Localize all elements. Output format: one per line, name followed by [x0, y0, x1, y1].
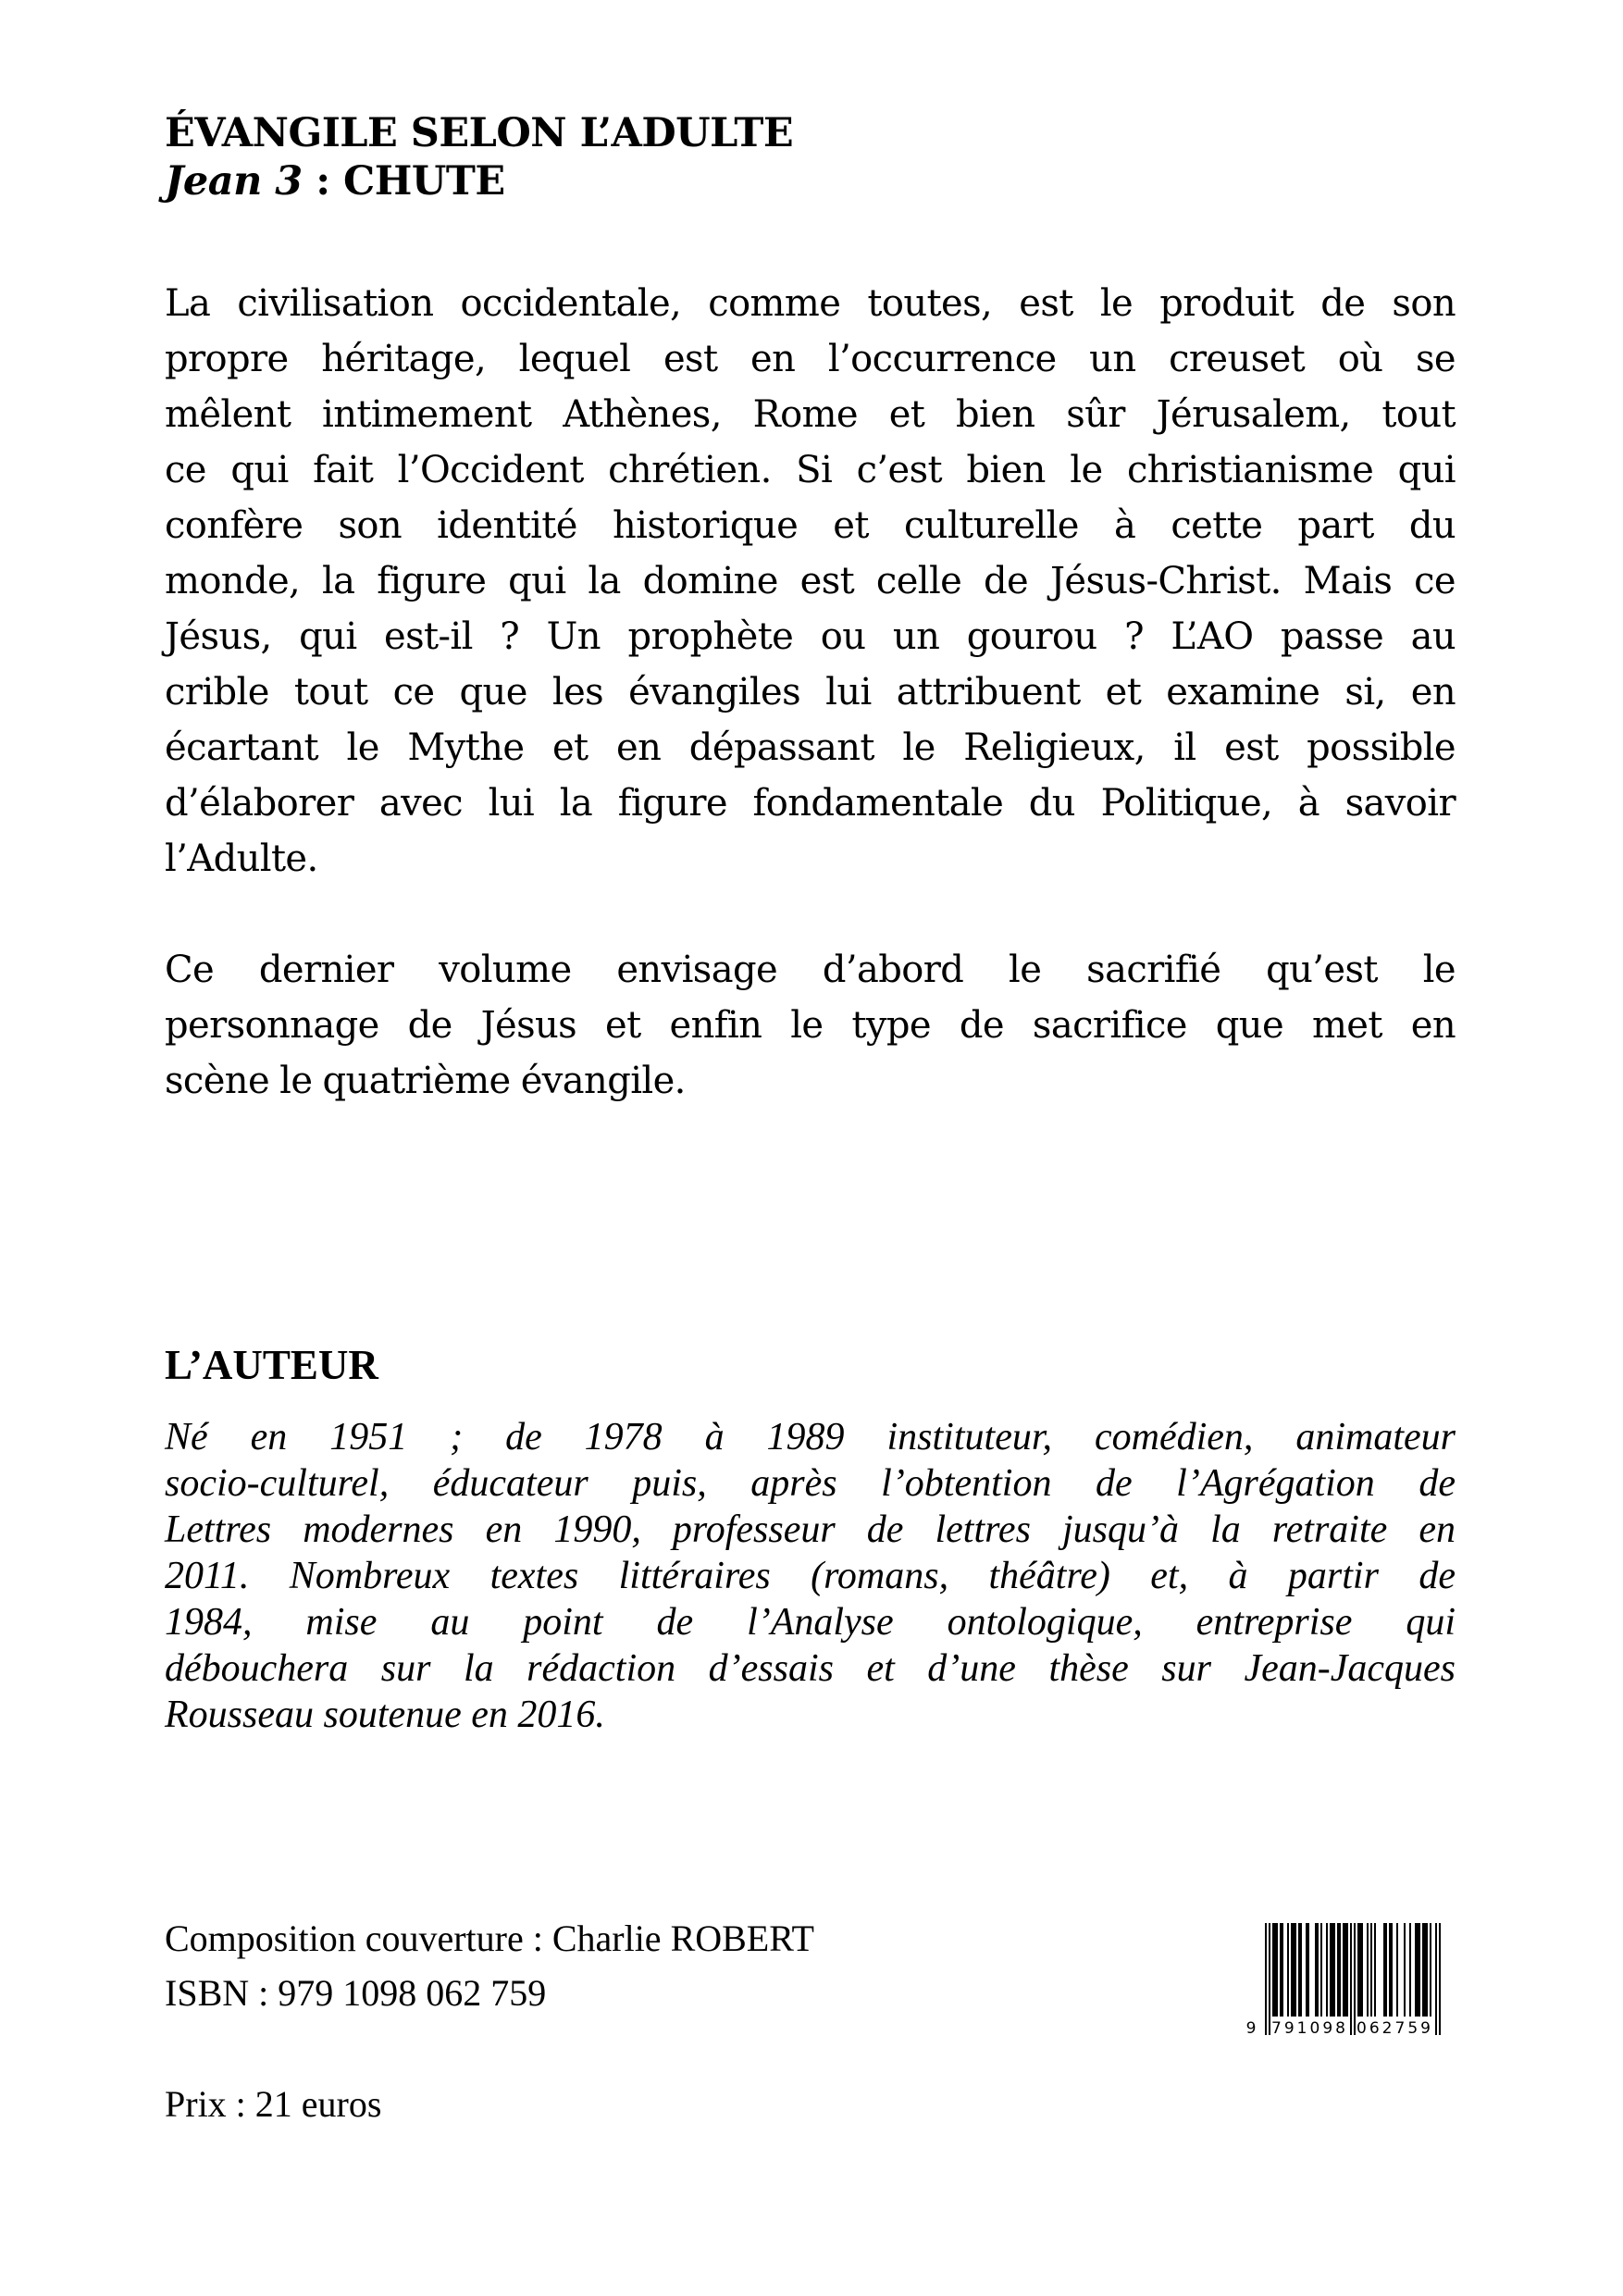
barcode-bar: [1439, 1923, 1441, 2035]
barcode-bar: [1343, 1923, 1344, 2017]
paragraph-line: Ce dernier volume envisage d’abord le sacrifié qu’est le: [165, 949, 1456, 991]
barcode-bar: [1280, 1923, 1282, 2017]
bio-line: débouchera sur la rédaction d’essais et d’une thèse sur Jean-Jacques: [165, 1647, 1456, 1690]
barcode-bar: [1346, 1923, 1348, 2017]
volume-number: Jean 3: [165, 158, 303, 205]
barcode-bar: [1295, 1923, 1296, 2017]
book-title: [165, 109, 1456, 205]
barcode-bar: [1315, 1923, 1317, 2017]
barcode-bar: [1282, 1923, 1283, 2017]
barcode-bar: [1326, 1923, 1328, 2017]
barcode-first-digit: 9: [1245, 2019, 1257, 2038]
author-heading: L’AUTEUR: [165, 1342, 378, 1388]
bio-line: 1984, mise au point de l’Analyse ontologique, entreprise qui: [165, 1601, 1456, 1644]
barcode-bar: [1426, 1923, 1428, 2017]
barcode-bar: [1300, 1923, 1302, 2017]
barcode-bar: [1276, 1923, 1278, 2017]
paragraph-line: monde, la figure qui la domine est celle de Jésus-Christ. Mais ce: [165, 560, 1456, 602]
barcode-bar: [1391, 1923, 1393, 2017]
barcode-bar: [1298, 1923, 1300, 2017]
barcode-bar: [1291, 1923, 1293, 2017]
barcode-bar: [1383, 1923, 1385, 2017]
barcode-bar: [1330, 1923, 1332, 2017]
barcode-bar: [1306, 1923, 1307, 2017]
barcode-bar: [1367, 1923, 1369, 2017]
cover-credit: Composition couverture : Charlie ROBERT: [165, 1917, 814, 1959]
isbn-barcode: [1245, 1921, 1448, 2042]
barcode-bar: [1339, 1923, 1341, 2017]
barcode-bar: [1370, 1923, 1372, 2017]
bio-line: 2011. Nombreux textes littéraires (romans, théâtre) et, à partir de: [165, 1555, 1456, 1597]
paragraph-line: personnage de Jésus et enfin le type de sacrifice que met en: [165, 1004, 1456, 1047]
volume-title: [165, 157, 1456, 205]
paragraph-line: mêlent intimement Athènes, Rome et bien sûr Jérusalem, tout: [165, 393, 1456, 436]
series-title: ÉVANGILE SELON L’ADULTE: [165, 110, 794, 156]
barcode-bar: [1435, 1923, 1437, 2035]
barcode-bar: [1269, 1923, 1270, 2035]
paragraph-line: écartant le Mythe et en dépassant le Religieux, il est possible: [165, 726, 1456, 769]
barcode-bar: [1430, 1923, 1431, 2017]
barcode-bar: [1419, 1923, 1420, 2017]
paragraph-line: La civilisation occidentale, comme toutes, est le produit de son: [165, 282, 1456, 325]
bio-line: Né en 1951 ; de 1978 à 1989 instituteur, comédien, animateur: [165, 1416, 1456, 1458]
barcode-bar: [1396, 1923, 1398, 2017]
isbn: ISBN : 979 1098 062 759: [165, 1972, 547, 2014]
barcode-bar: [1293, 1923, 1295, 2017]
barcode-bar: [1287, 1923, 1289, 2017]
volume-name: : CHUTE: [302, 158, 505, 205]
barcode-bar: [1415, 1923, 1417, 2017]
barcode-right-digits: 062759: [1357, 2019, 1431, 2038]
barcode-bar: [1344, 1923, 1346, 2017]
barcode-bar: [1333, 1923, 1335, 2017]
barcode-bar: [1357, 1923, 1359, 2017]
bio-line: Rousseau soutenue en 2016.: [165, 1694, 605, 1736]
barcode-bar: [1417, 1923, 1419, 2017]
paragraph-line: Jésus, qui est-il ? Un prophète ou un gourou ? L’AO passe au: [165, 615, 1456, 658]
barcode-bar: [1337, 1923, 1339, 2017]
bio-line: socio-culturel, éducateur puis, après l’obtention de l’Agrégation de: [165, 1462, 1456, 1505]
barcode-bar: [1332, 1923, 1333, 2017]
barcode-bar: [1265, 1923, 1267, 2035]
paragraph-line: confère son identité historique et culturelle à cette part du: [165, 504, 1456, 547]
paragraph-line: ce qui fait l’Occident chrétien. Si c’est bien le christianisme qui: [165, 449, 1456, 491]
barcode-bar: [1350, 1923, 1352, 2035]
barcode-bar: [1374, 1923, 1376, 2017]
summary-paragraph-2: [165, 942, 1456, 1109]
bio-line: Lettres modernes en 1990, professeur de lettres jusqu’à la retraite en: [165, 1508, 1456, 1551]
paragraph-line: d’élaborer avec lui la figure fondamentale du Politique, à savoir: [165, 782, 1456, 825]
barcode-bar: [1404, 1923, 1406, 2017]
paragraph-line: propre héritage, lequel est en l’occurrence un creuset où se: [165, 338, 1456, 380]
barcode-bars: [1265, 1923, 1441, 2035]
barcode-bar: [1307, 1923, 1309, 2017]
barcode-bar: [1317, 1923, 1319, 2017]
barcode-bar: [1359, 1923, 1361, 2017]
barcode-bar: [1361, 1923, 1363, 2017]
barcode-bar: [1354, 1923, 1356, 2035]
price: Prix : 21 euros: [165, 2083, 382, 2125]
paragraph-line: crible tout ce que les évangiles lui attribuent et examine si, en: [165, 671, 1456, 714]
barcode-bar: [1272, 1923, 1274, 2017]
paragraph-line: scène le quatrième évangile.: [165, 1060, 686, 1102]
barcode-bar: [1385, 1923, 1387, 2017]
barcode-bar: [1389, 1923, 1391, 2017]
barcode-bar: [1274, 1923, 1276, 2017]
barcode-bar: [1424, 1923, 1426, 2017]
barcode-bar: [1422, 1923, 1424, 2017]
author-bio: [165, 1414, 1456, 1738]
barcode-bar: [1409, 1923, 1411, 2017]
barcode-bar: [1320, 1923, 1322, 2017]
barcode-left-digits: 791098: [1271, 2019, 1345, 2038]
paragraph-line: l’Adulte.: [165, 838, 318, 880]
summary-paragraph-1: [165, 276, 1456, 887]
